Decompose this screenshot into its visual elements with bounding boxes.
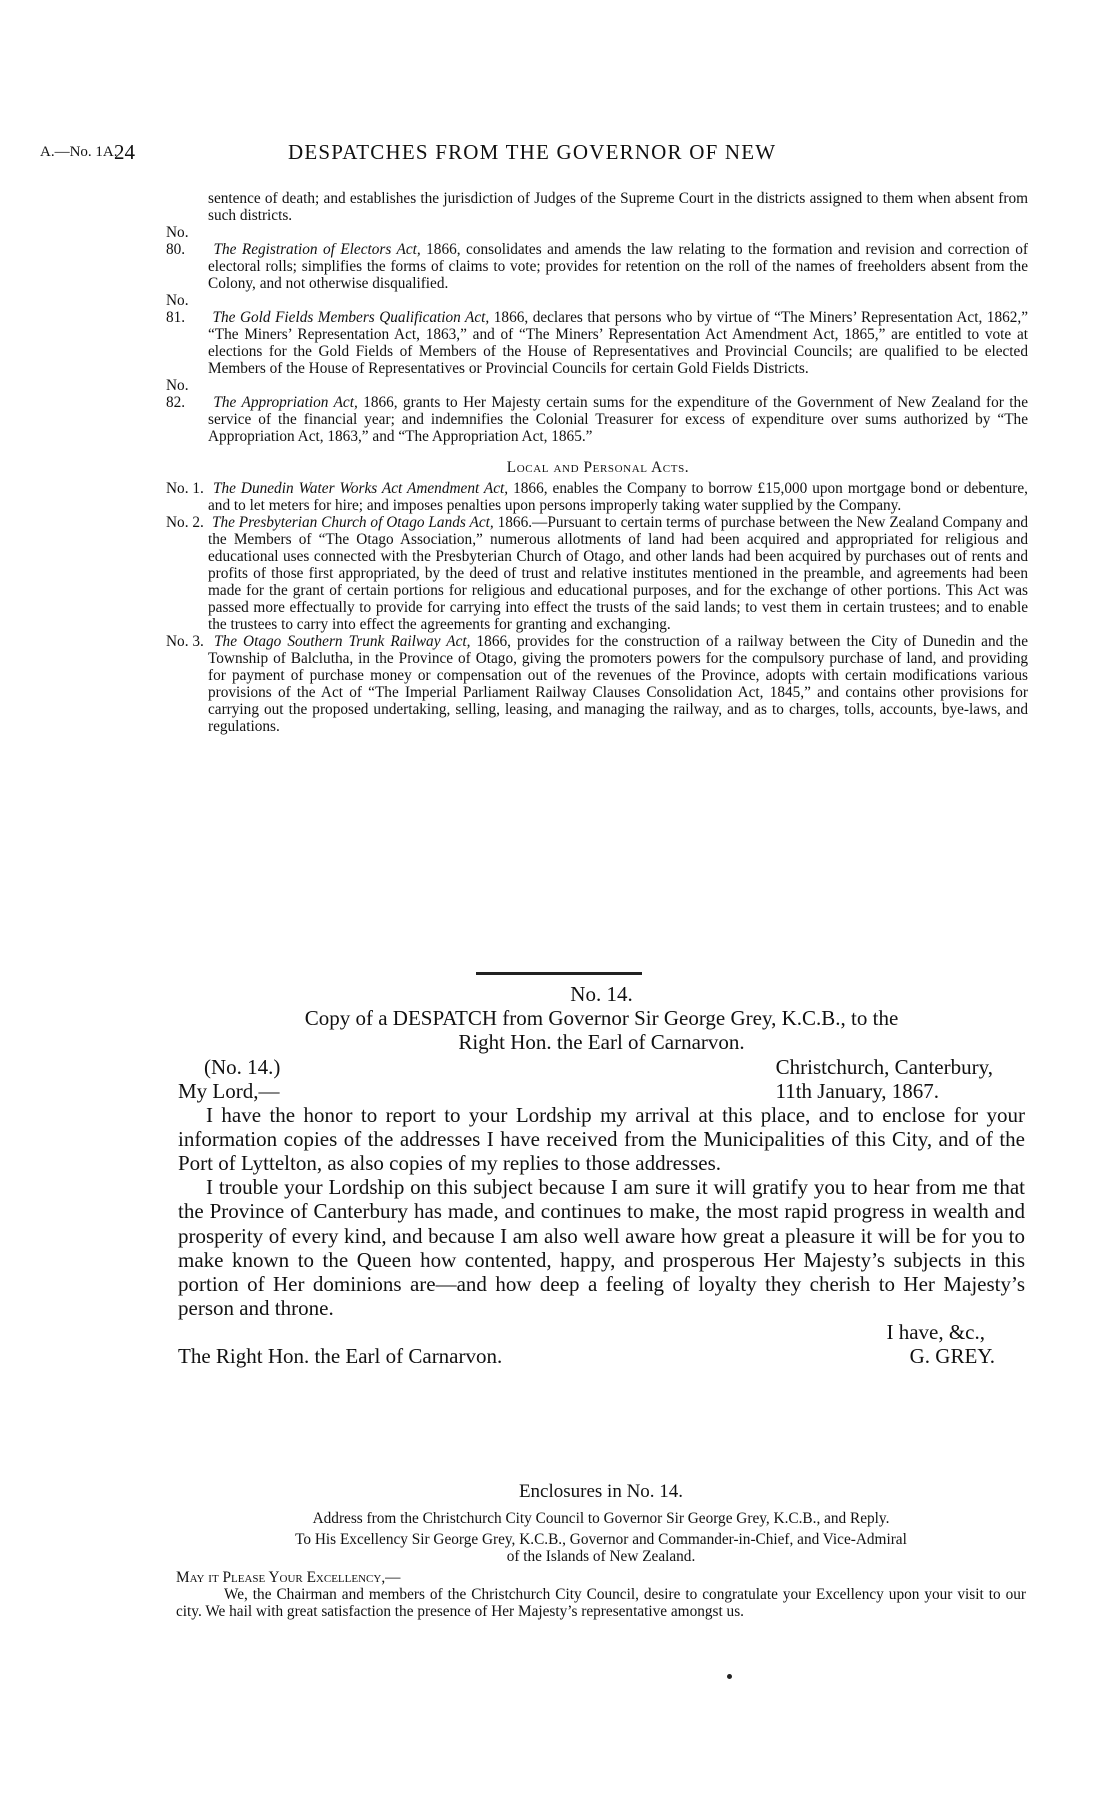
page-header [40, 140, 1040, 166]
act-title: The Appropriation Act, [213, 394, 358, 411]
page-mark [727, 1674, 732, 1679]
act-text: 1866, enables the Company to borrow £15,000 upon mortgage bond or debenture, and to let meters for hire; and imposes penalties upon persons improperly taking water supplied by the Company. [208, 480, 1028, 514]
act-text: 1866, provides for the construction of a railway between the City of Dunedin and the Township of Balclutha, in the Province of Otago, giving the promoters powers for the compulsory purchase of land, and providing for payment of purchase money or compensation out of the revenues of the Province, adopts with certain modifications various provisions of the Act of “The Imperial Parliament Railway Clauses Consolidation Act, 1845,” and contains other provisions for carrying out the proposed undertaking, selling, leasing, and managing the railway, and as to charges, tolls, accounts, bye-laws, and regulations. [208, 633, 1028, 735]
act-item [166, 514, 1029, 633]
continuation-paragraph: sentence of death; and establishes the jurisdiction of Judges of the Supreme Court in the districts assigned to them when absent from such districts. [208, 190, 1028, 224]
act-item [166, 633, 1028, 735]
running-title: DESPATCHES FROM THE GOVERNOR OF NEW [288, 140, 777, 164]
local-acts-heading: Local and Personal Acts. [506, 459, 690, 476]
despatch-section [178, 982, 1025, 1368]
despatch-salutation: My Lord,— [178, 1078, 280, 1103]
act-number: No. 2. [166, 514, 204, 531]
despatch-number: No. 14. [570, 982, 633, 1006]
act-number: No. 82. [166, 377, 189, 411]
despatch-heading-recipient: Right Hon. the Earl of Carnarvon. [458, 1030, 745, 1055]
act-number: No. 1. [166, 480, 204, 497]
despatch-date: 11th January, 1867. [775, 1078, 939, 1103]
act-title: The Otago Southern Trunk Railway Act, [214, 633, 471, 650]
act-title: The Dunedin Water Works Act Amendment Act, [212, 480, 509, 497]
act-title: The Registration of Electors Act, [213, 241, 421, 258]
enclosure-paragraph: We, the Chairman and members of the Christchurch City Council, desire to congratulate your Excellency upon your visit to our city. We hail with great satisfaction the presence of Her Majesty’s representative amongst us. [176, 1586, 1026, 1620]
despatch-addressee: The Right Hon. the Earl of Carnarvon. [178, 1344, 503, 1369]
despatch-closing-row [178, 1320, 1025, 1344]
local-acts-list [168, 480, 1028, 735]
despatch-closing: I have, &c., [886, 1320, 985, 1345]
enclosures-section [176, 1480, 1026, 1620]
act-item [166, 480, 1028, 514]
page-number: 24 [114, 140, 135, 164]
despatch-place: Christchurch, Canterbury, [775, 1054, 993, 1079]
act-text: 1866.—Pursuant to certain terms of purchase between the New Zealand Company and the Members of “The Otago Association,” numerous allotments of land had been acquired and appropriated for religious and educational uses connected with the Presbyterian Church of Otago, and other lands had been acquired by purchases out of rents and profits of those first appropriated, by the deed of trust and relative institutes mentioned in the preamble, and agreements had been made for the grant of certain portions for religious and educational purposes, and for the exchange of other portions. This Act was passed more effectually to provide for carrying into effect the trusts of the said lands; to vest them in certain trustees; and to enable the trustees to carry into effect the agreements for granting and exchanging. [208, 514, 1029, 633]
act-number: No. 80. [166, 224, 189, 258]
act-item [166, 292, 1029, 377]
act-text: 1866, declares that persons who by virtue of “The Miners’ Representation Act, 1862,” “The Miners’ Representation Act, 1863,” and of “The Miners’ Representation Act Amendment Act, 1865,” are entitled to vote at elections for the Gold Fields of Members of the House of Representatives and Provincial Councils; are qualified to be elected Members of the House of Representatives or Provincial Councils for certain Gold Fields Districts. [208, 309, 1029, 377]
despatch-signature-row [178, 1344, 1025, 1368]
despatch-paragraph: I have the honor to report to your Lordship my arrival at this place, and to enclose for your information copies of the addresses I have received from the Municipalities of this City, and of the Port of Lyttelton, as also copies of my replies to those addresses. [178, 1102, 1025, 1176]
act-item [166, 377, 1028, 445]
despatch-reference: (No. 14.) [204, 1054, 281, 1079]
act-number: No. 81. [166, 292, 189, 326]
act-text: 1866, consolidates and amends the law relating to the formation and revision and correction of electoral rolls; simplifies the forms of claims to vote; provides for retention on the roll of the names of freeholders absent from the Colony, and not otherwise disqualified. [208, 241, 1029, 292]
act-title: The Presbyterian Church of Otago Lands Act, [211, 514, 494, 531]
sessional-paper-reference: A.—No. 1A. [40, 144, 118, 160]
act-text: 1866, grants to Her Majesty certain sums for the expenditure of the Government of New Zealand for the service of the financial year; and indemnifies the Colonial Treasurer for excess of expenditure over sums authorized by “The Appropriation Act, 1863,” and “The Appropriation Act, 1865.” [208, 394, 1028, 445]
despatch-heading: Copy of a DESPATCH from Governor Sir George Grey, K.C.B., to the [304, 1006, 899, 1031]
public-acts-list [168, 224, 1028, 445]
enclosure-address-line: To His Excellency Sir George Grey, K.C.B., Governor and Commander-in-Chief, and Vice-Admiral [295, 1531, 907, 1548]
enclosure-address-line: of the Islands of New Zealand. [506, 1548, 696, 1565]
despatch-salutation-row [178, 1079, 1025, 1103]
act-item [166, 224, 1029, 292]
section-divider [476, 972, 642, 975]
despatch-signature: G. GREY. [909, 1344, 995, 1369]
enclosure-salutation: May it Please Your Excellency,— [176, 1569, 401, 1586]
acts-summary-section [168, 190, 1028, 735]
act-number: No. 3. [166, 633, 204, 650]
despatch-paragraph: I trouble your Lordship on this subject because I am sure it will gratify you to hear from me that the Province of Canterbury has made, and continues to make, the most rapid progress in wealth and prosperity of every kind, and because I am also well aware how great a pleasure it will be for you to make known to the Queen how contented, happy, and prosperous Her Majesty’s subjects in this portion of Her dominions are—and how deep a feeling of loyalty they cherish to Her Majesty’s person and throne. [178, 1175, 1025, 1321]
act-title: The Gold Fields Members Qualification Act, [212, 309, 490, 326]
despatch-reference-row [178, 1055, 1025, 1079]
enclosures-heading: Enclosures in No. 14. [518, 1481, 684, 1502]
enclosure-subheading: Address from the Christchurch City Council to Governor Sir George Grey, K.C.B., and Reply. [312, 1510, 890, 1527]
